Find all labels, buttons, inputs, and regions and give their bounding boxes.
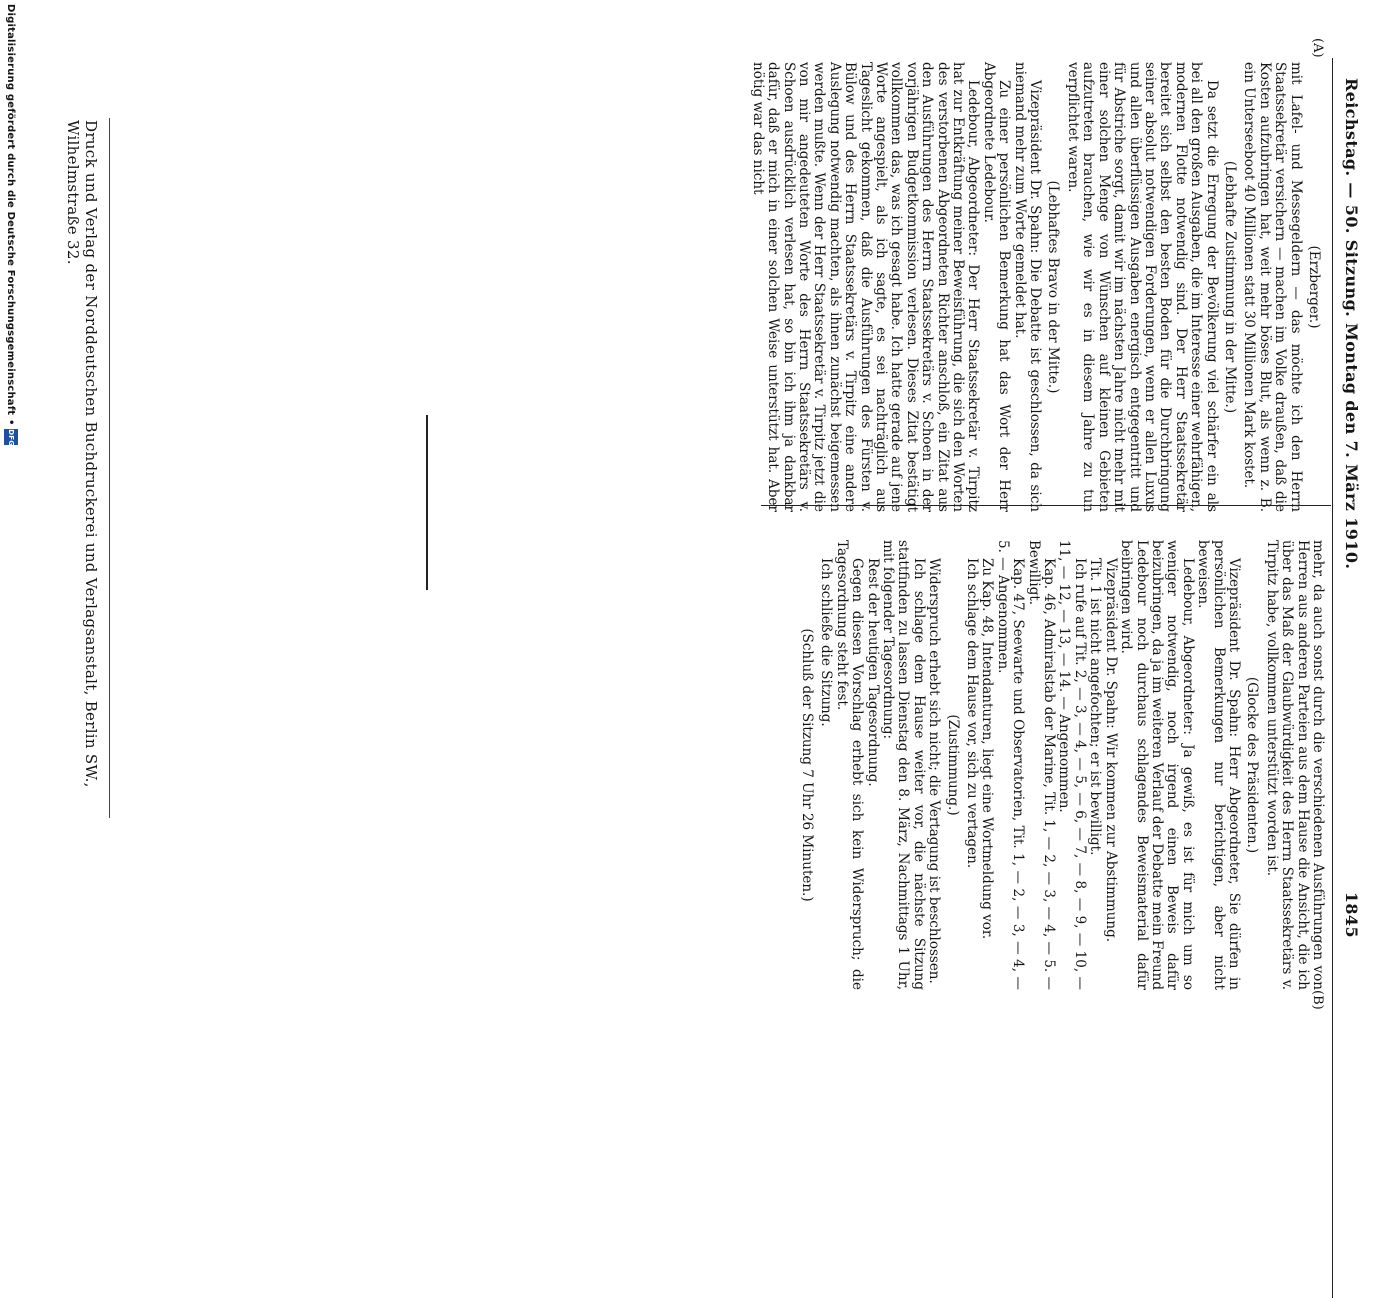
text-column-left (749, 62, 1325, 512)
credit-text: Digitalisierung gefördert durch die Deutsche Forschungsgemeinschaft (5, 4, 16, 416)
reaction: (Zustimmung.) (944, 714, 961, 816)
running-header (1335, 40, 1361, 960)
paragraph: Zu einer persönlichen Bemerkung hat das Wort der Herr Abgeordnete Ledebour. (980, 62, 1013, 512)
end-rule (426, 415, 428, 590)
paragraph: Gegen diesen Vorschlag erhebt sich kein Widerspruch; die Tagesordnung steht fest. (833, 540, 866, 990)
imprint-footer: Druck und Verlag der Norddeutschen Buchdruckerei und Verlagsanstalt, Berlin SW., Wilhelmstraße 32. (64, 120, 100, 788)
text-column-right (796, 540, 1325, 990)
paragraph: Ich schlage dem Hause vor, sich zu vertagen. (964, 558, 981, 869)
paragraph: Widerspruch erhebt sich nicht; die Vertagung ist beschlossen. (926, 558, 943, 984)
paragraph: Ich schlage dem Hause weiter vor, die nächste Sitzung stattfinden zu lassen Dienstag den 8. März, Nachmittags 1 Uhr, mit folgender Tagesordnung: (880, 540, 927, 990)
paragraph: Ich rufe auf Tit. 2, — 3, — 4, — 5, — 6, — 7, — 8, — 9, — 10, — 11, — 12, — 13, — 14. — Angenommen. (1056, 540, 1088, 990)
paragraph: Rest der heutigen Tagesordnung. (864, 558, 881, 787)
column-divider (761, 505, 1331, 506)
paragraph: Zu Kap. 48, Intendanturen, liegt eine Wortmeldung vor. (979, 558, 996, 940)
paragraph: mit Lafel- und Messegeldern — das möchte ich den Herrn Staatssekretär versichern — machen im Volke draußen, daß die Kosten aufzubringen hat, weit mehr böses Blut, als wenn z. B. ein Unterseeboot 40 Millionen statt 30 Millionen Mark kostet. (1241, 62, 1304, 512)
paragraph: Vizepräsident Dr. Spahn: Die Debatte ist geschlossen, da sich niemand mehr zum Worte gemeldet hat. (1011, 62, 1044, 512)
session-close: (Schluß der Sitzung 7 Uhr 26 Minuten.) (799, 628, 815, 902)
margin-marker-b: (B) (1310, 990, 1325, 1010)
paragraph: Ledebour, Abgeordneter: Ja gewiß, es ist für mich um so weniger notwendig, noch irgend einen Beweis dafür beizubringen, da ja im weiteren Verlauf der Debatte mein Freund Ledebour noch durchaus schlagendes Beweismaterial dafür beibringen wird. (1118, 540, 1196, 990)
header-title: Reichstag. — 50. Sitzung. Montag den 7. März 1910. (1342, 78, 1361, 570)
paragraph: mehr, da auch sonst durch die verschiedenen Ausführungen von Herren aus anderen Parteien aus dem Hause die Ansicht, die ich über das Maß der Glaubwürdigkeit des Herrn Staatssekretärs v. Tirpitz habe, vollkommen unterstützt worden ist. (1263, 540, 1326, 990)
speaker-header: (Erzberger.) (1306, 245, 1322, 329)
paragraph: Kap. 47, Seewarte und Observatorien, Tit. 1, — 2, — 3, — 4, — 5. — Angenommen. (994, 540, 1027, 990)
paragraph: Tit. 1 ist nicht angefochten; er ist bewilligt. (1087, 558, 1104, 856)
reaction: (Lebhaftes Bravo in der Mitte.) (1045, 180, 1062, 394)
paragraph: Vizepräsident Dr. Spahn: Wir kommen zur Abstimmung. (1102, 558, 1119, 943)
paragraph: Ich schließe die Sitzung. (818, 558, 835, 727)
page-number: 1845 (1342, 891, 1361, 938)
paragraph: Vizepräsident Dr. Spahn: Herr Abgeordneter, Sie dürfen in persönlichen Bemerkungen nur berichtigen, aber nicht beweisen. (1195, 540, 1242, 990)
paragraph: Kap. 46, Admiralstab der Marine, Tit. 1, — 2, — 3, — 4, — 5. — Bewilligt. (1025, 540, 1058, 990)
paragraph: Ledebour, Abgeordneter: Der Herr Staatssekretär v. Tirpitz hat zur Entkräftung meiner Beweisführung, die sich den Worten des verstorbenen Abgeordneten Richter anschloß, ein Zitat aus den Ausführungen des Herrn Staatssekretärs v. Schoen in der vorjährigen Budgetkommission verlesen. Dieses Zitat bestätigt vollkommen das, was ich gesagt habe. Ich hatte gerade auf jene Worte angespielt, als ich sagte, es sei nachträglich aus Tageslicht gekommen, daß die Ausführungen des Fürsten v. Bülow und des Herrn Staatssekretärs v. Tirpitz eine andere Auslegung notwendig machten, als ihnen zunächst beigemessen werden mußte. Wenn der Herr Staatssekretär v. Tirpitz jetzt die von mir angedeuteten Worte des Herrn Staatssekretärs v. Schoen ausdrücklich verlesen hat, so bin ich ihm ja dankbar dafür, daß er mich in einer solchen Weise unterstützt hat. Aber nötig war das nicht (749, 62, 982, 512)
reaction: (Lebhafte Zustimmung in der Mitte.) (1221, 160, 1238, 414)
header-rule (1332, 58, 1333, 1298)
digitization-credit: Digitalisierung gefördert durch die Deutsche Forschungsgemeinschaft • DFG (5, 4, 16, 447)
footer-rule (109, 118, 110, 818)
margin-marker-a: (A) (1310, 38, 1325, 58)
paragraph: Da setzt die Erregung der Bevölkerung viel schärfer ein als bei all den großen Ausgaben, die im Interesse einer wehrfähigen, modernen Flotte notwendig sind. Der Herr Staatssekretär bereitet sich selbst den besten Boden für die Durchbringung seiner absolut notwendigen Forderungen, wenn er allen Luxus und allen überflüssigen Ausgaben energisch entgegentritt und für Abstriche sorgt, damit wir im nächsten Jahre nicht mehr mit einer solchen Menge von Wünschen auf kleinen Gebieten aufzutreten brauchen, wie wir es in diesem Jahre zu tun verpflichtet waren. (1064, 62, 1220, 512)
dfg-logo-icon: DFG (4, 429, 18, 445)
reaction: (Glocke des Präsidenten.) (1244, 676, 1261, 854)
